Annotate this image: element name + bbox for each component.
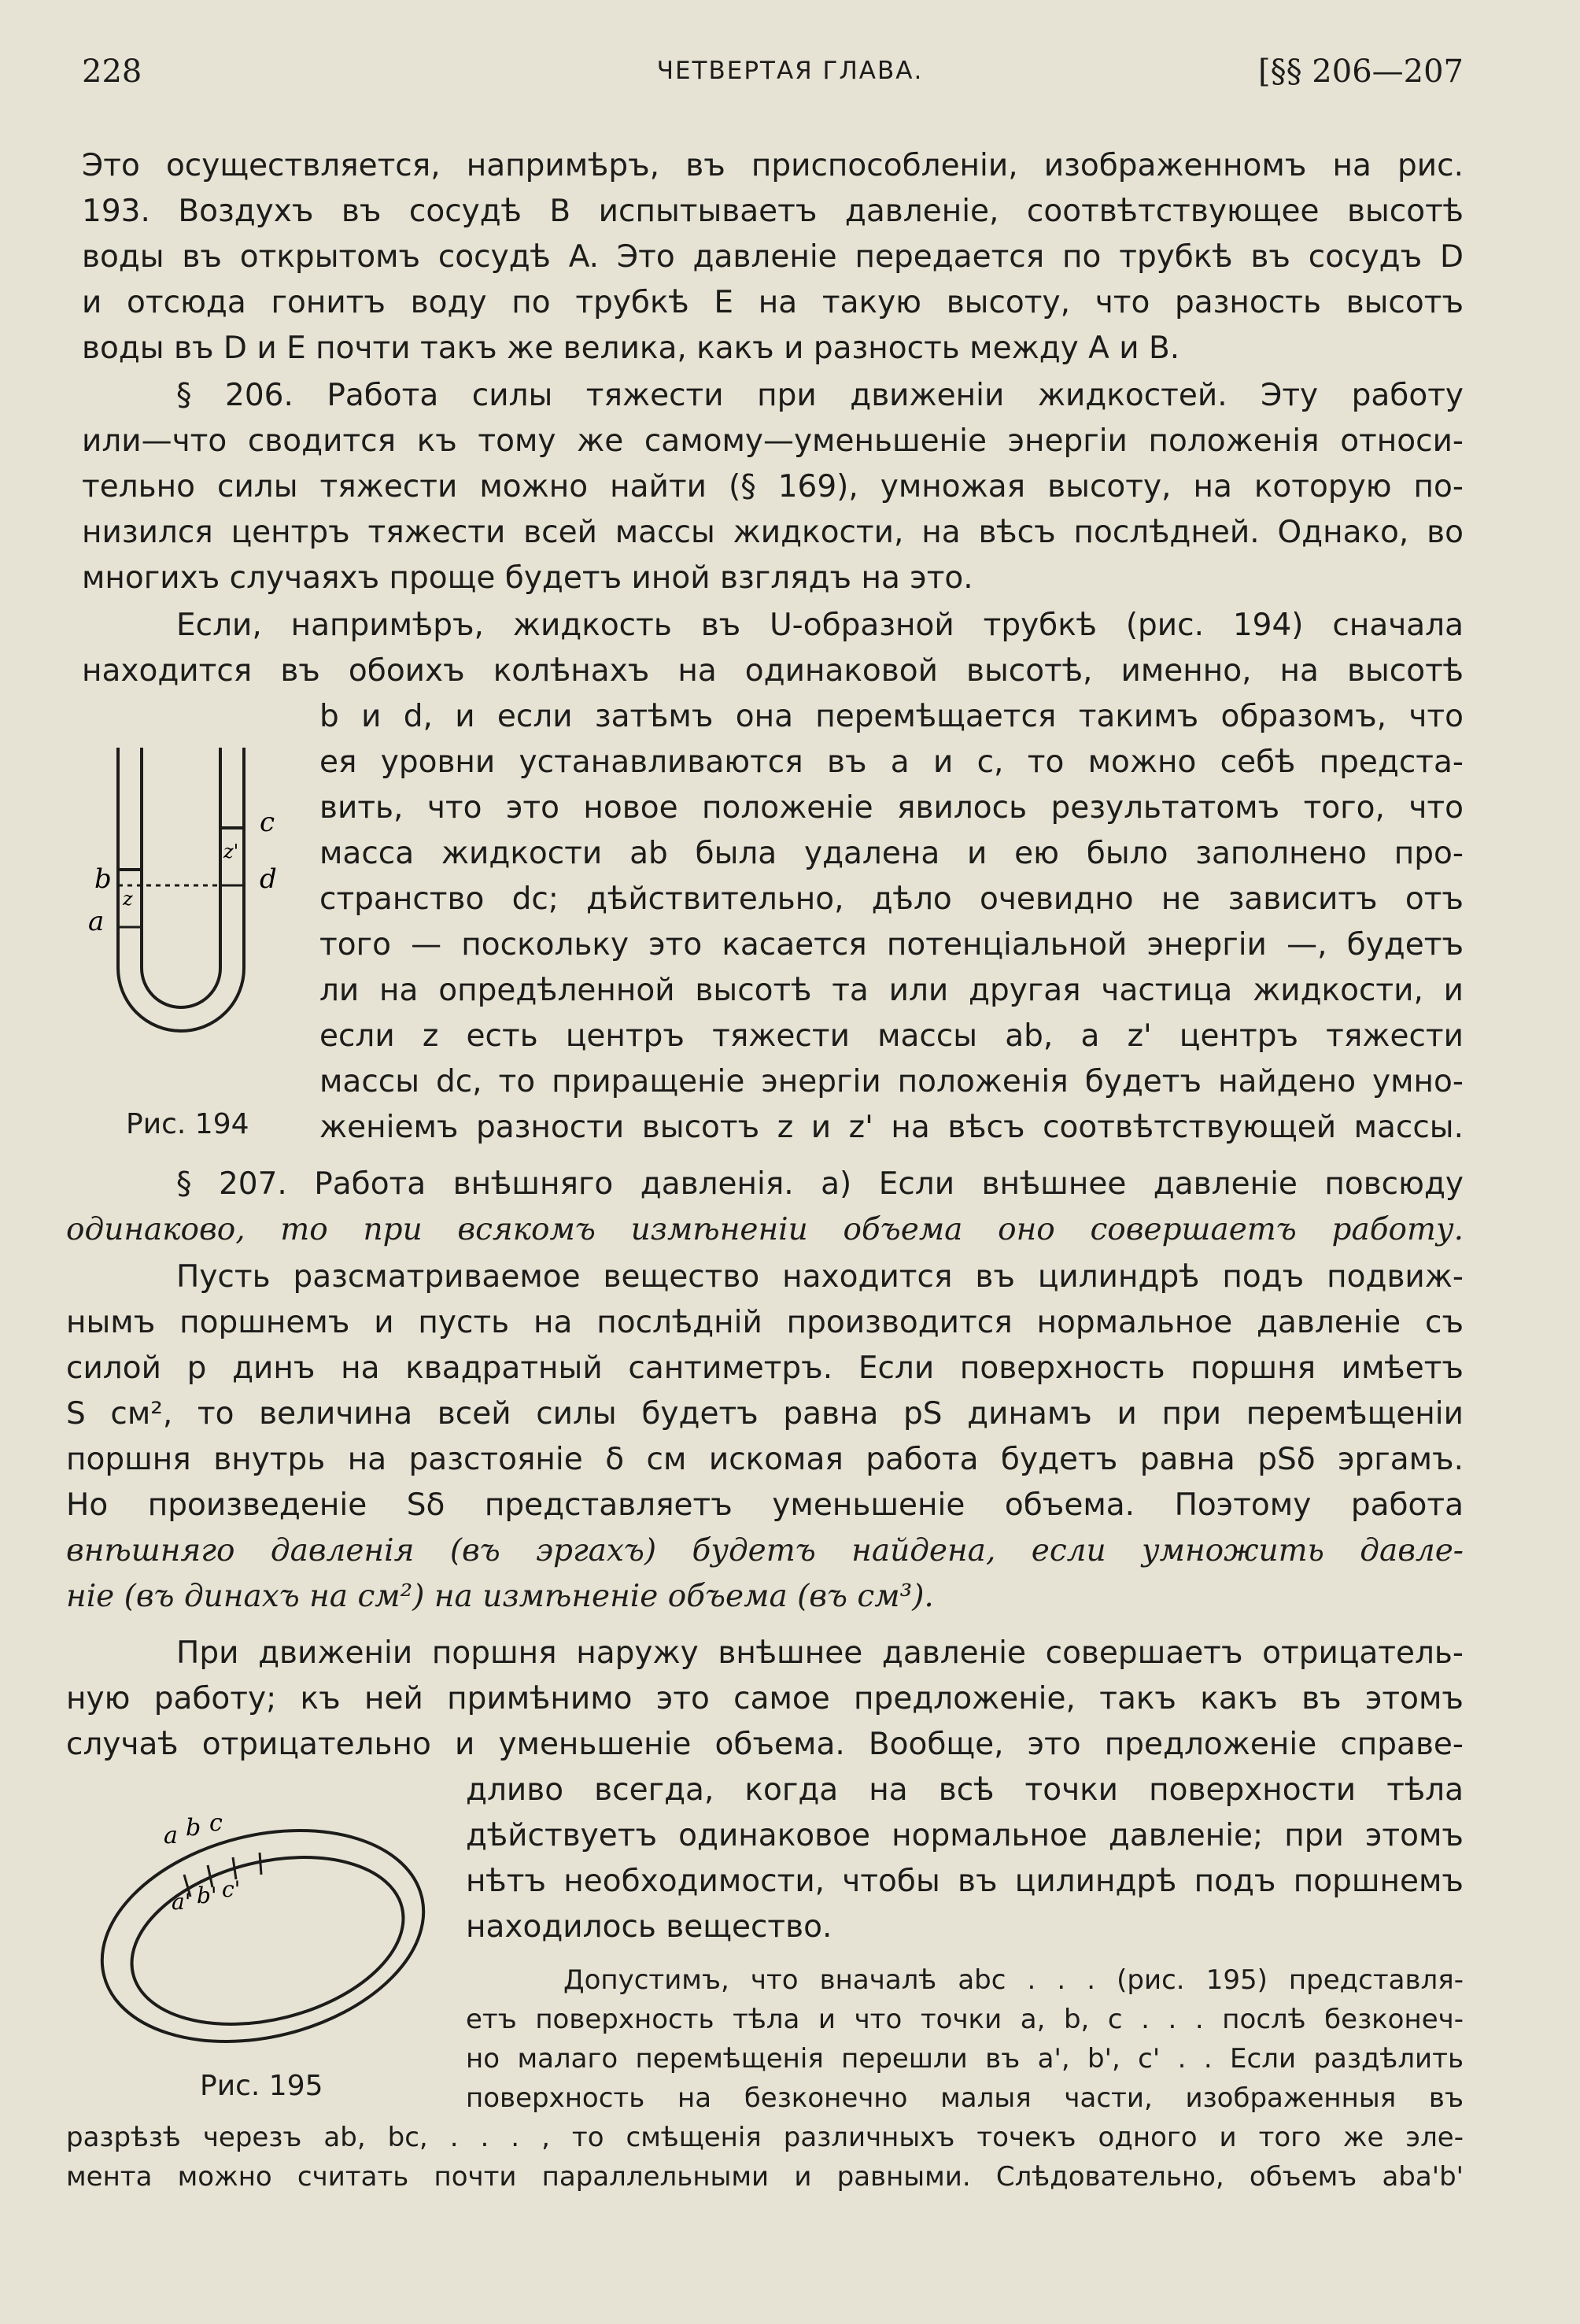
text-line: 193. Воздухъ въ сосудѣ B испытываетъ давленіе, соотвѣтствующее высотѣ xyxy=(82,194,1464,229)
surface-diagram xyxy=(82,1802,444,2054)
text-line: но малаго перемѣщенія перешли въ a', b', c' . . Если раздѣлить xyxy=(466,2043,1464,2075)
section-206-heading-line: § 206. Работа силы тяжести при движеніи жидкостей. Эту работу xyxy=(176,378,1464,413)
text-line: поверхность на безконечно малыя части, изображенныя въ xyxy=(466,2082,1464,2114)
text-line: женіемъ разности высотъ z и z' на вѣсъ соотвѣтствующей массы. xyxy=(319,1110,1464,1145)
fig194-label-d: d xyxy=(260,863,277,895)
text-line: многихъ случаяхъ проще будетъ иной взглядъ на это. xyxy=(82,560,973,596)
text-line: внѣшняго давленія (въ эргахъ) будетъ найдена, если умножить давле- xyxy=(66,1533,1464,1568)
text-line: находится въ обоихъ колѣнахъ на одинаковой высотѣ, именно, на высотѣ xyxy=(82,653,1464,689)
figure-194-u-tube xyxy=(82,732,302,1110)
fig194-label-b: b xyxy=(94,863,112,895)
text-line: случаѣ отрицательно и уменьшеніе объема. Вообще, это предложеніе справе- xyxy=(66,1727,1464,1762)
text-line: мента можно считать почти параллельными и равными. Слѣдовательно, объемъ aba'b' xyxy=(66,2161,1464,2193)
text-line: S см², то величина всей силы будетъ равна pS динамъ и при перемѣщеніи xyxy=(66,1396,1464,1432)
text-line: поршня внутрь на разстояніе δ см искомая работа будетъ равна pSδ эргамъ. xyxy=(66,1442,1464,1477)
text-line: вить, что это новое положеніе явилось результатомъ того, что xyxy=(319,790,1464,826)
text-line: При движеніи поршня наружу внѣшнее давленіе совершаетъ отрицатель- xyxy=(176,1635,1464,1671)
text-line: низился центръ тяжести всей массы жидкости, на вѣсъ послѣдней. Однако, во xyxy=(82,515,1464,550)
section-207-heading-line: § 207. Работа внѣшняго давленія. а) Если внѣшнее давленіе повсюду xyxy=(176,1166,1464,1202)
fig195-label-c: c xyxy=(209,1809,223,1837)
text-line: ли на опредѣленной высотѣ та или другая частица жидкости, и xyxy=(319,973,1464,1008)
fig194-label-z: z xyxy=(123,888,133,910)
text-line: если z есть центръ тяжести массы ab, а z' центръ тяжести xyxy=(319,1018,1464,1054)
text-line: тельно силы тяжести можно найти (§ 169), умножая высоту, на которую по- xyxy=(82,469,1464,504)
text-line: Пусть разсматриваемое вещество находится въ цилиндрѣ подъ подвиж- xyxy=(176,1259,1464,1295)
figure-195-caption: Рис. 195 xyxy=(200,2070,323,2102)
fig195-label-a: a xyxy=(164,1822,178,1849)
text-line: или—что сводится къ тому же самому—уменьшеніе энергіи положенія относи- xyxy=(82,423,1464,459)
text-line: странство dc; дѣйствительно, дѣло очевидно не зависитъ отъ xyxy=(319,881,1464,917)
text-line: етъ поверхность тѣла и что точки a, b, c . . . послѣ безконеч- xyxy=(466,2004,1464,2035)
fig194-label-a: a xyxy=(88,906,105,937)
text-line: дѣйствуетъ одинаковое нормальное давленіе; при этомъ xyxy=(466,1818,1464,1853)
u-tube-diagram xyxy=(82,732,302,1110)
text-line: Но произведеніе Sδ представляетъ уменьшеніе объема. Поэтому работа xyxy=(66,1487,1464,1523)
text-line: Если, напримѣръ, жидкость въ U-образной трубкѣ (рис. 194) сначала xyxy=(176,608,1464,643)
page-header xyxy=(0,46,1580,93)
section-range: [§§ 206—207 xyxy=(1257,54,1464,90)
chapter-title: ЧЕТВЕРТАЯ ГЛАВА. xyxy=(656,57,924,85)
fig195-label-a-prime: a' xyxy=(172,1889,191,1915)
text-line: нымъ поршнемъ и пусть на послѣдній производится нормальное давленіе съ xyxy=(66,1305,1464,1340)
text-line: дливо всегда, когда на всѣ точки поверхности тѣла xyxy=(466,1772,1464,1808)
figure-195-surface xyxy=(82,1802,444,2054)
text-line: масса жидкости ab была удалена и ею было заполнено про- xyxy=(319,836,1464,871)
page-number: 228 xyxy=(82,54,142,90)
text-line: одинаково, то при всякомъ измѣненіи объема оно совершаетъ работу. xyxy=(66,1212,1464,1247)
fig195-label-b: b xyxy=(186,1814,201,1842)
text-line: Допустимъ, что вначалѣ abc . . . (рис. 195) представля- xyxy=(563,1964,1464,1996)
text-line: ную работу; къ ней примѣнимо это самое предложеніе, такъ какъ въ этомъ xyxy=(66,1681,1464,1716)
text-line: находилось вещество. xyxy=(466,1909,832,1945)
fig195-label-c-prime: c' xyxy=(222,1876,241,1902)
text-line: и отсюда гонитъ воду по трубкѣ E на такую высоту, что разность высотъ xyxy=(82,285,1464,320)
text-line: нѣтъ необходимости, чтобы въ цилиндрѣ подъ поршнемъ xyxy=(466,1864,1464,1899)
fig194-label-z-prime: z' xyxy=(223,841,239,863)
fig194-label-c: c xyxy=(260,807,275,838)
text-line: силой p динъ на квадратный сантиметръ. Если поверхность поршня имѣетъ xyxy=(66,1350,1464,1386)
text-line: воды въ открытомъ сосудѣ A. Это давленіе передается по трубкѣ въ сосудъ D xyxy=(82,239,1464,275)
text-line: массы dc, то приращеніе энергіи положенія будетъ найдено умно- xyxy=(319,1064,1464,1099)
text-line: ея уровни устанавливаются въ a и c, то можно себѣ предста- xyxy=(319,744,1464,780)
text-line: ніе (въ динахъ на см²) на измѣненіе объема (въ см³). xyxy=(66,1579,934,1614)
text-line: воды въ D и E почти такъ же велика, какъ и разность между A и B. xyxy=(82,331,1180,366)
fig195-label-b-prime: b' xyxy=(197,1882,217,1908)
figure-194-caption: Рис. 194 xyxy=(126,1108,249,1140)
text-line: разрѣзѣ черезъ ab, bc, . . . , то смѣщенія различныхъ точекъ одного и того же эле- xyxy=(66,2122,1464,2153)
text-line: b и d, и если затѣмъ она перемѣщается такимъ образомъ, что xyxy=(319,699,1464,734)
text-line: Это осуществляется, напримѣръ, въ приспособленіи, изображенномъ на рис. xyxy=(82,148,1464,183)
text-line: того — поскольку это касается потенціальной энергіи —, будетъ xyxy=(319,927,1464,962)
